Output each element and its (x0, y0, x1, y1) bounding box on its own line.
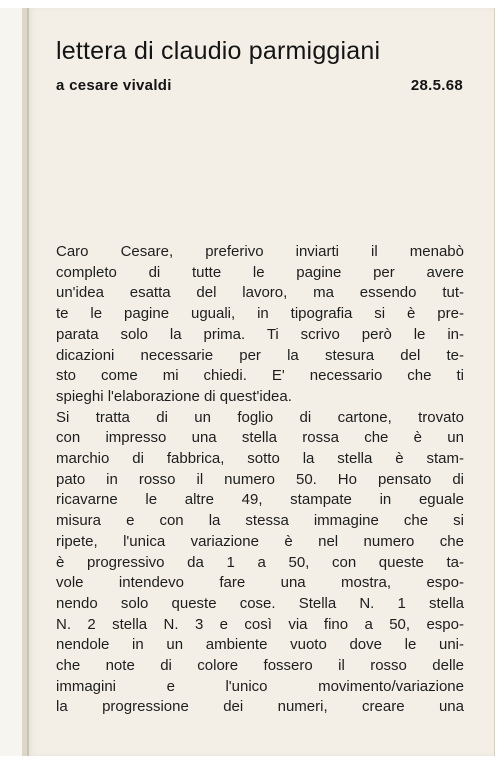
body-line: pato in rosso il numero 50. Ho pensato di (56, 470, 464, 488)
body-line: parata solo la prima. Ti scrivo però le in- (56, 325, 464, 343)
body-line: misura e con la stessa immagine che si (56, 512, 464, 530)
letter-body (56, 242, 464, 718)
letter-date: 28.5.68 (410, 77, 463, 94)
body-line: che note di colore fossero il rosso delle (56, 657, 464, 675)
letter-recipient: a cesare vivaldi (56, 77, 172, 94)
facing-page-edge (0, 8, 23, 756)
body-line: ricavarne le altre 49, stampate in eguale (56, 491, 464, 509)
body-line: N. 2 stella N. 3 e così via fino a 50, espo- (56, 615, 464, 633)
body-line: vole intendevo fare una mostra, espo- (56, 574, 464, 592)
body-line: sto come mi chiedi. E' necessario che ti (56, 367, 464, 385)
body-line: nendole in un ambiente vuoto dove le uni- (56, 636, 464, 654)
body-line: è progressivo da 1 a 50, con queste ta- (56, 553, 464, 571)
letter-title: lettera di claudio parmiggiani (56, 37, 381, 65)
body-line: completo di tutte le pagine per avere (56, 263, 464, 281)
body-line: Si tratta di un foglio di cartone, trovato (56, 408, 464, 426)
body-line: marchio di fabbrica, sotto la stella è stam- (56, 450, 464, 468)
body-line: con impresso una stella rossa che è un (56, 429, 464, 447)
body-line: spieghi l'elaborazione di quest'idea. (56, 387, 292, 405)
letter-subheading (56, 77, 463, 94)
body-line: nendo solo queste cose. Stella N. 1 stella (56, 594, 464, 612)
body-line: ripete, l'unica variazione è nel numero che (56, 532, 464, 550)
body-line: la progressione dei numeri, creare una (56, 698, 464, 716)
body-line: te le pagine uguali, in tipografia si è pre- (56, 305, 464, 323)
body-line: immagini e l'unico movimento/variazione (56, 677, 464, 695)
body-line: dicazioni necessarie per la stesura del te- (56, 346, 464, 364)
body-line: Caro Cesare, preferivo inviarti il menabò (56, 243, 464, 260)
body-line: un'idea esatta del lavoro, ma essendo tut- (56, 284, 464, 302)
